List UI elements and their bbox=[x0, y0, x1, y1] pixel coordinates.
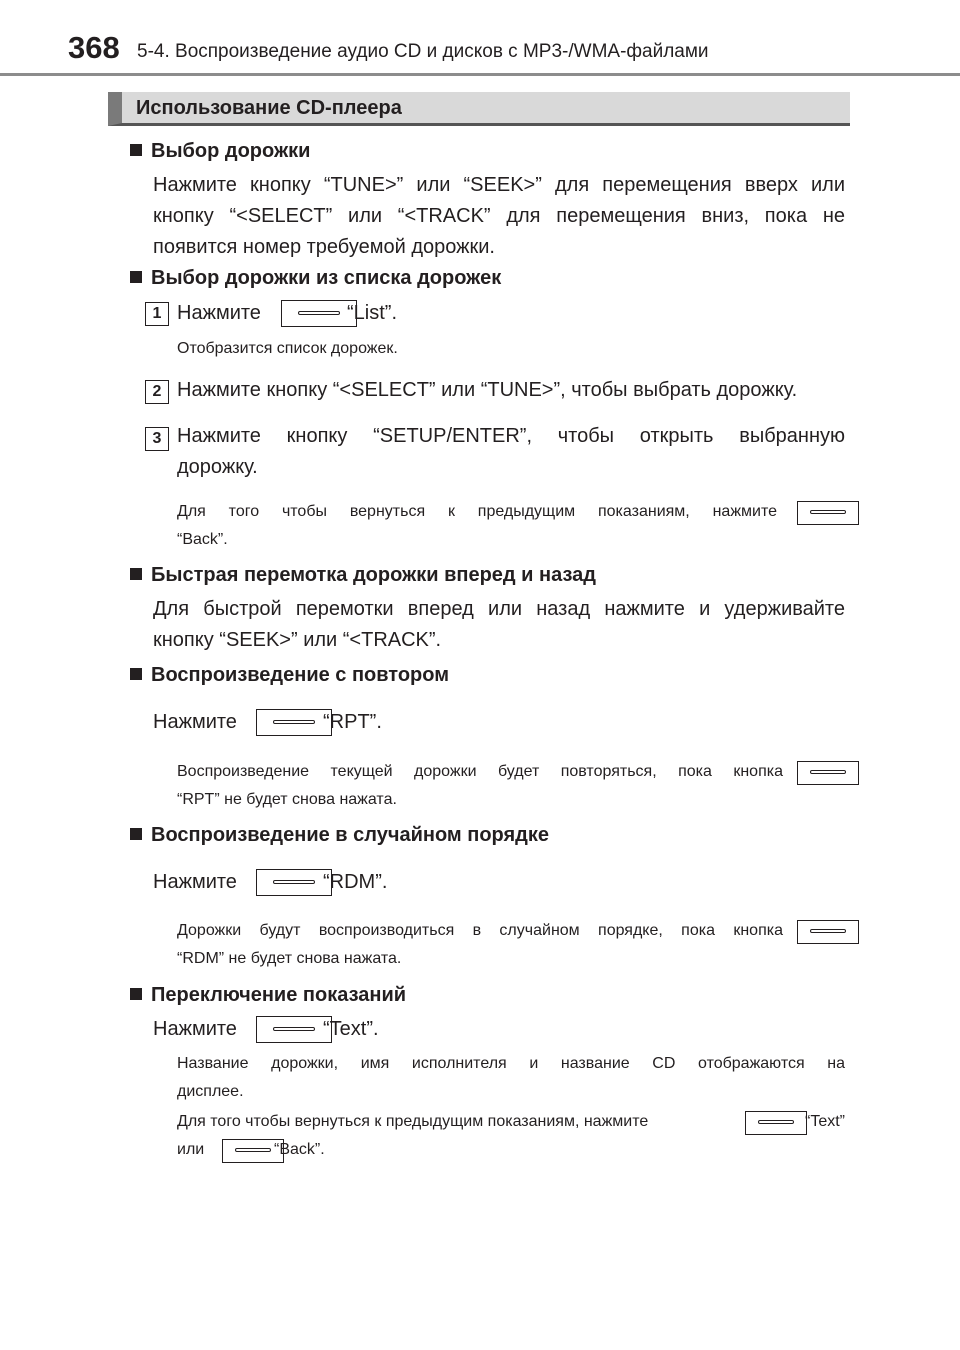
display-note2-pre: Для того чтобы вернуться к предыдущим показаниям, нажмите bbox=[177, 1113, 649, 1130]
display-note2-or: или bbox=[177, 1141, 205, 1158]
step1-pre: Нажмите bbox=[177, 302, 261, 324]
text-line: Название дорожки, имя исполнителя и название CD отображаются на bbox=[177, 1055, 845, 1072]
display-pre: Нажмите bbox=[153, 1018, 237, 1040]
heading-display-switch: Переключение показаний bbox=[130, 981, 406, 1009]
random-pre: Нажмите bbox=[153, 871, 237, 893]
square-bullet-icon bbox=[130, 568, 142, 580]
heading-track-select: Выбор дорожки bbox=[130, 137, 310, 165]
list-screen-button-icon bbox=[281, 300, 357, 327]
heading-fast-forward: Быстрая перемотка дорожки вперед и назад bbox=[130, 561, 596, 589]
text-line: Нажмите кнопку “TUNE>” или “SEEK>” для перемещения вверх или bbox=[153, 174, 845, 196]
section-title: Использование CD-плеера bbox=[136, 97, 402, 119]
square-bullet-icon bbox=[130, 271, 142, 283]
step3-paragraph bbox=[177, 421, 845, 483]
text-line: кнопку “<SELECT” или “<TRACK” для перемещения вниз, пока не bbox=[153, 205, 845, 227]
repeat-pre: Нажмите bbox=[153, 711, 237, 733]
display-post: “Text”. bbox=[323, 1018, 379, 1040]
step1-note: Отобразится список дорожек. bbox=[177, 340, 398, 357]
text-line: дисплее. bbox=[177, 1083, 244, 1100]
repeat-note-line2: “RPT” не будет снова нажата. bbox=[177, 791, 397, 808]
step2-text: Нажмите кнопку “<SELECT” или “TUNE>”, чтобы выбрать дорожку. bbox=[177, 379, 798, 401]
square-bullet-icon bbox=[130, 144, 142, 156]
rdm-screen-button-icon bbox=[797, 920, 859, 944]
text-screen-button-icon bbox=[256, 1016, 332, 1043]
heading-track-list: Выбор дорожки из списка дорожек bbox=[130, 264, 501, 292]
repeat-post: “RPT”. bbox=[323, 711, 382, 733]
random-post: “RDM”. bbox=[323, 871, 388, 893]
square-bullet-icon bbox=[130, 828, 142, 840]
fast-forward-paragraph bbox=[153, 594, 845, 656]
display-note2-post: “Text” bbox=[805, 1113, 845, 1130]
step-number-3: 3 bbox=[145, 427, 169, 451]
square-bullet-icon bbox=[130, 668, 142, 680]
heading-repeat: Воспроизведение с повтором bbox=[130, 661, 449, 689]
page-number: 368 bbox=[68, 30, 120, 65]
rpt-screen-button-icon bbox=[797, 761, 859, 785]
heading-random: Воспроизведение в случайном порядке bbox=[130, 821, 549, 849]
text-line: дорожку. bbox=[177, 456, 258, 478]
random-note-line2: “RDM” не будет снова нажата. bbox=[177, 950, 402, 967]
rdm-screen-button-icon bbox=[256, 869, 332, 896]
chapter-header: 5-4. Воспроизведение аудио CD и дисков с MP3-/WMA-файлами bbox=[137, 41, 709, 62]
text-line: кнопку “SEEK>” или “<TRACK”. bbox=[153, 629, 442, 651]
random-note-line1: Дорожки будут воспроизводиться в случайном порядке, пока кнопка bbox=[177, 922, 783, 939]
display-note1 bbox=[177, 1050, 845, 1106]
display-note2-back: “Back”. bbox=[274, 1141, 325, 1158]
text-line: появится номер требуемой дорожки. bbox=[153, 236, 495, 258]
back-screen-button-icon bbox=[797, 501, 859, 525]
track-select-paragraph bbox=[153, 170, 845, 263]
step-number-2: 2 bbox=[145, 380, 169, 404]
step-number-1: 1 bbox=[145, 302, 169, 326]
step3-note-line1: Для того чтобы вернуться к предыдущим показаниям, нажмите bbox=[177, 503, 777, 520]
square-bullet-icon bbox=[130, 988, 142, 1000]
repeat-note-line1: Воспроизведение текущей дорожки будет повторяться, пока кнопка bbox=[177, 763, 783, 780]
text-line: Нажмите кнопку “SETUP/ENTER”, чтобы открыть выбранную bbox=[177, 425, 845, 447]
step1-post: “List”. bbox=[347, 302, 397, 324]
text-line: Для быстрой перемотки вперед или назад нажмите и удерживайте bbox=[153, 598, 845, 620]
rpt-screen-button-icon bbox=[256, 709, 332, 736]
step3-note-line2: “Back”. bbox=[177, 531, 228, 548]
